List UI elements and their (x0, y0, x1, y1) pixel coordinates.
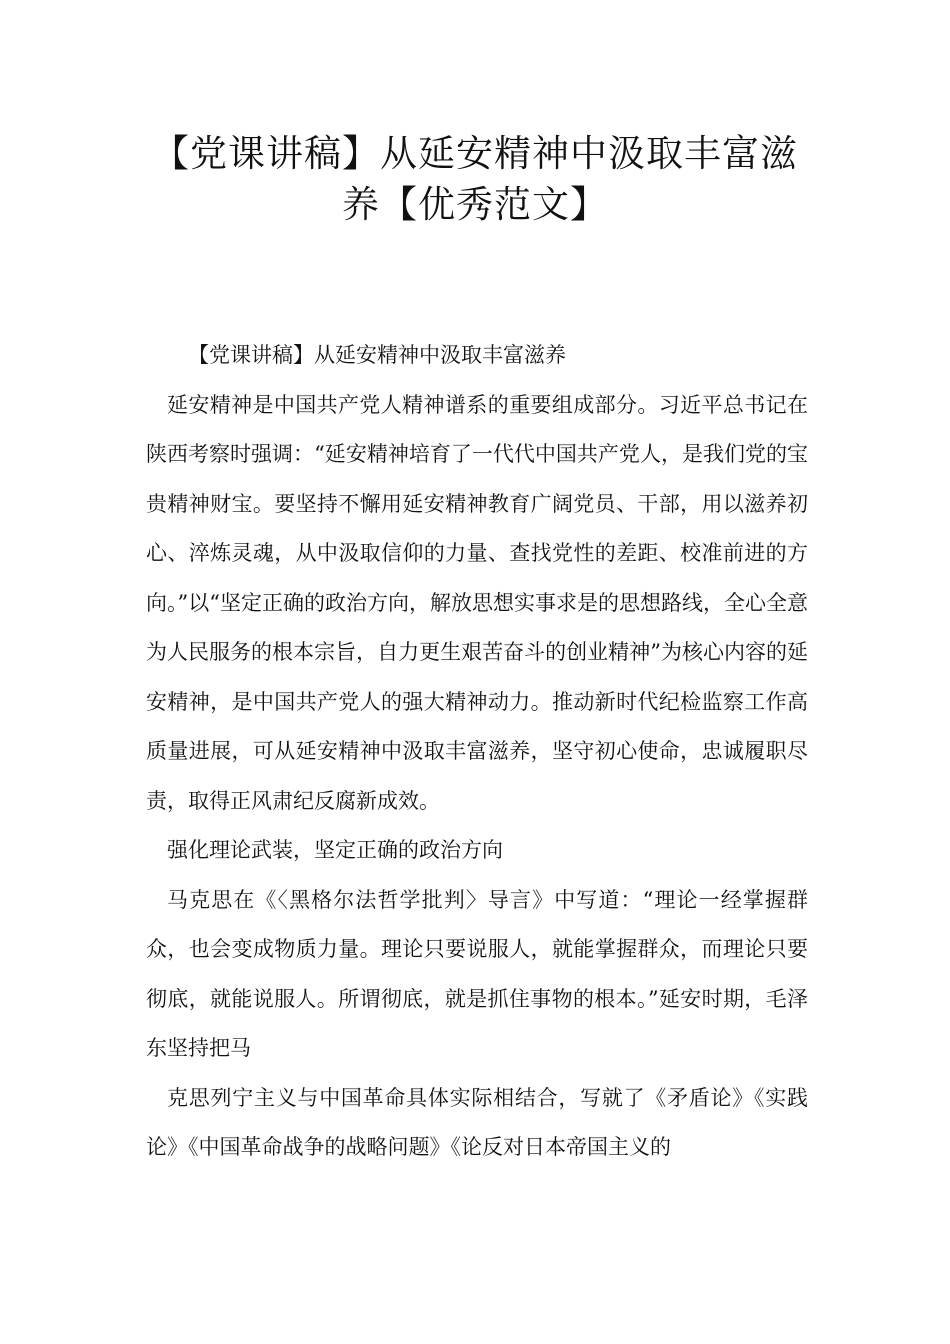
paragraph-mao-works: 克思列宁主义与中国革命具体实际相结合，写就了《矛盾论》《实践论》《中国革命战争的战略问题》《论反对日本帝国主义的 (146, 1085, 808, 1159)
paragraph-intro: 延安精神是中国共产党人精神谱系的重要组成部分。习近平总书记在陕西考察时强调：“延安精神培育了一代代中国共产党人，是我们党的宝贵精神财宝。要坚持不懈用延安精神教育广阔党员、干部，用以滋养初心、淬炼灵魂，从中汲取信仰的力量、查找党性的差距、校准前进的方向。”以“坚定正确的政治方向，解放思想实事求是的思想路线，全心全意为人民服务的根本宗旨，自力更生艰苦奋斗的创业精神”为核心内容的延安精神，是中国共产党人的强大精神动力。推动新时代纪检监察工作高质量进展，可从延安精神中汲取丰富滋养，坚守初心使命，忠诚履职尽责，取得正风肃纪反腐新成效。 (146, 392, 808, 813)
document-subtitle: 【党课讲稿】从延安精神中汲取丰富滋养 (188, 343, 566, 367)
document-title-line-2: 养【优秀范文】 (342, 183, 608, 226)
document-title (120, 128, 830, 230)
document-body (146, 331, 808, 1173)
document-title-line-1: 【党课讲稿】从延安精神中汲取丰富滋 (152, 132, 798, 175)
paragraph-marx-quote: 马克思在《〈黑格尔法哲学批判〉导言》中写道：“理论一经掌握群众，也会变成物质力量。理论只要说服人，就能掌握群众，而理论只要彻底，就能说服人。所谓彻底，就是抓住事物的根本。”延安时期，毛泽东坚持把马 (146, 887, 808, 1060)
section-heading: 强化理论武装，坚定正确的政治方向 (167, 838, 503, 862)
